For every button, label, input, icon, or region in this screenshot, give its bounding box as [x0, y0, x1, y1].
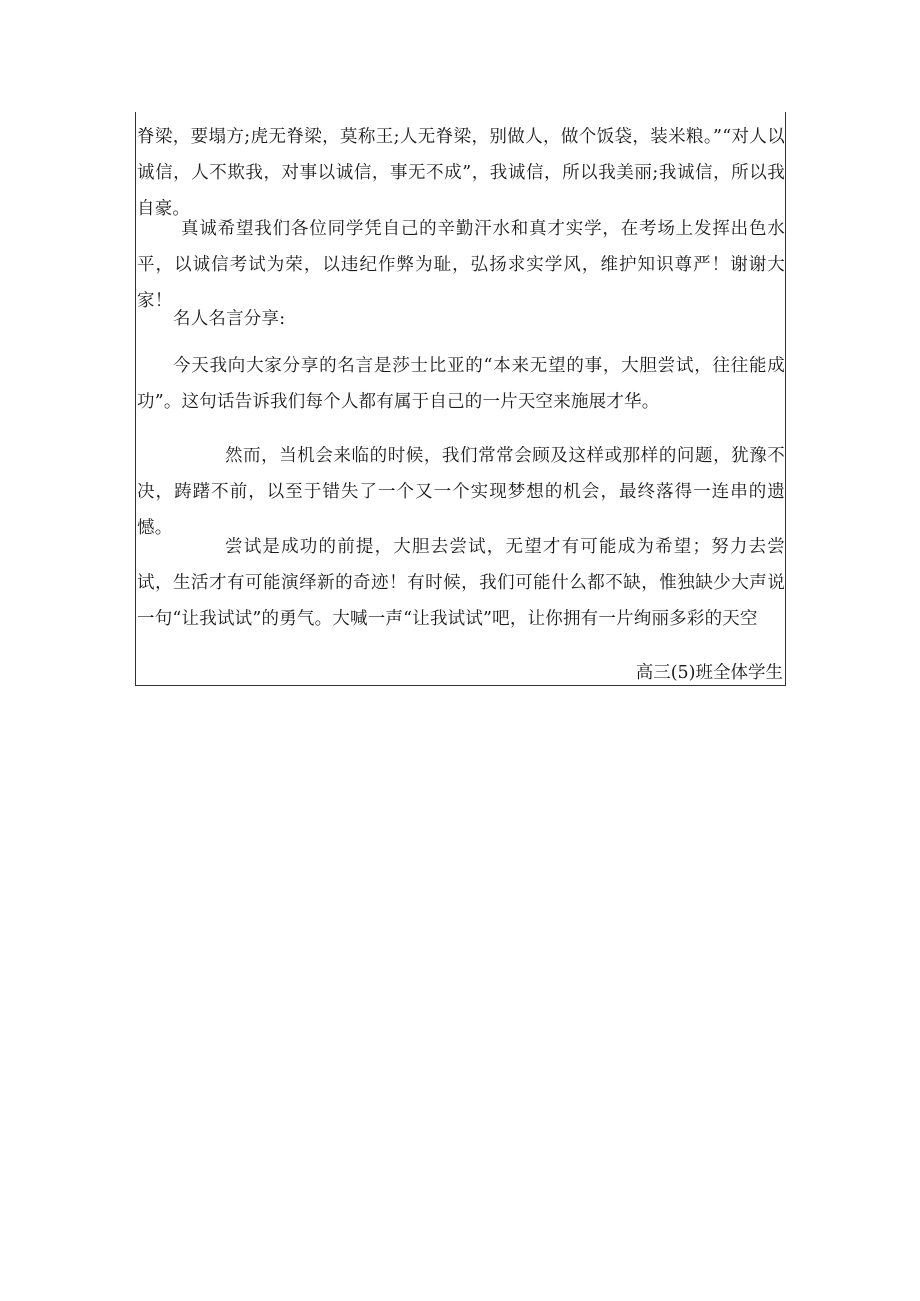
paragraph-try-courage: 尝试是成功的前提，大胆去尝试，无望才有可能成为希望；努力去尝试，生活才有可能演绎新的奇迹！有时候，我们可能什么都不缺，惟独缺少大声说一句“让我试试”的勇气。大喊一声“让我试试”吧，让你拥有一片绚丽多彩的天空 — [137, 537, 785, 629]
paragraph-integrity-quote: 脊梁，要塌方;虎无脊梁，莫称王;人无脊梁，别做人，做个饭袋，装米粮。”“对人以诚信，人不欺我，对事以诚信，事无不成”，我诚信，所以我美丽;我诚信，所以我自豪。 — [137, 127, 785, 219]
section-heading-quotes: 名人名言分享: — [173, 309, 286, 329]
paragraph-hesitation: 然而，当机会来临的时候，我们常常会顾及这样或那样的问题，犹豫不决，踌躇不前，以至于错失了一个又一个实现梦想的机会，最终落得一连串的遗憾。 — [137, 446, 785, 538]
signature: 高三(5)班全体学生 — [635, 663, 783, 683]
document-frame — [135, 112, 786, 686]
paragraph-shakespeare-quote: 今天我向大家分享的名言是莎士比亚的“本来无望的事，大胆尝试，往往能成功”。这句话告诉我们每个人都有属于自己的一片天空来施展才华。 — [137, 356, 785, 412]
paragraph-exam-wish: 真诚希望我们各位同学凭自己的辛勤汗水和真才实学，在考场上发挥出色水平，以诚信考试为荣，以违纪作弊为耻，弘扬求实学风，维护知识尊严！谢谢大家！ — [137, 219, 785, 311]
